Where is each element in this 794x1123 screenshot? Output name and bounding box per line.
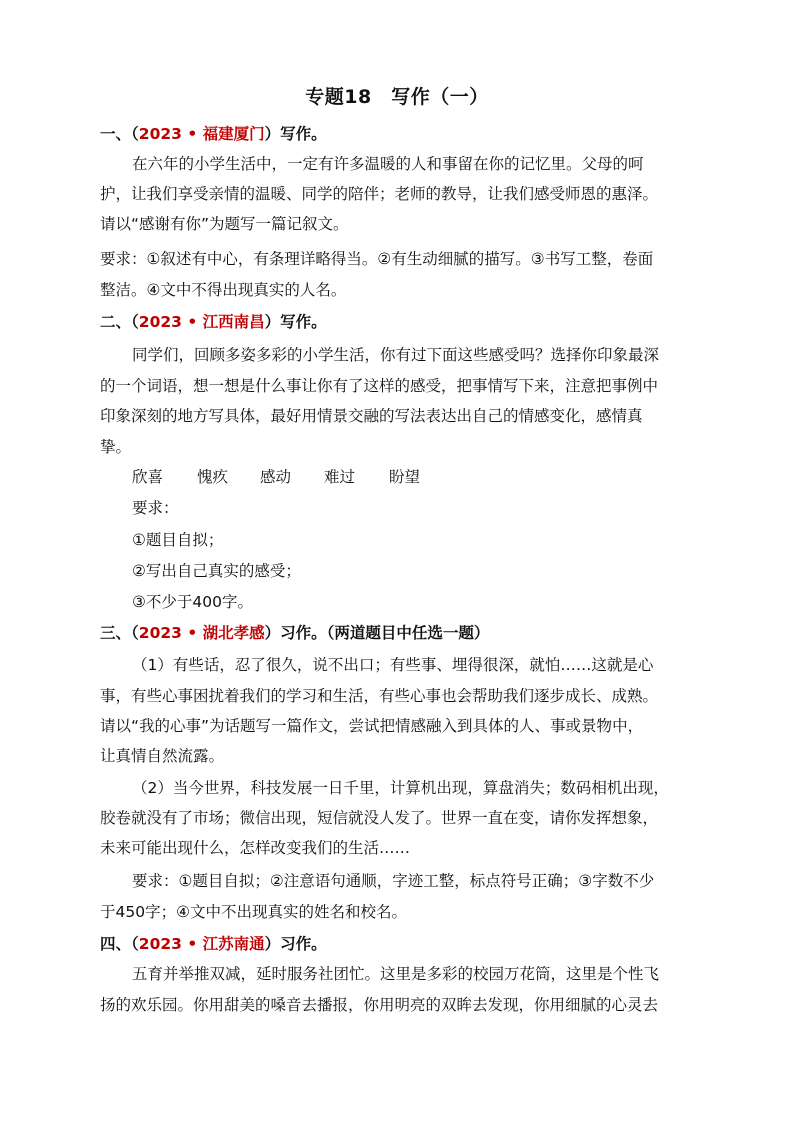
- requirement-line: 要求：: [132, 499, 179, 517]
- paragraph-line: 挚。: [100, 438, 132, 456]
- paragraph-line: 请以“我的心事”为话题写一篇作文，尝试把情感融入到具体的人、事或景物中，: [100, 717, 644, 735]
- word-options: [132, 467, 452, 487]
- paragraph-line: （2）当今世界，科技发展一日千里，计算机出现，算盘消失；数码相机出现，: [132, 779, 669, 797]
- question-number: 一、: [100, 125, 132, 143]
- paragraph-line: 扬的欢乐园。你用甜美的嗓音去播报，你用明亮的双眸去发现，你用细腻的心灵去: [100, 996, 659, 1014]
- option-word: 难过: [324, 468, 356, 486]
- requirement-line: ③不少于400字。: [132, 593, 253, 611]
- paragraph-line: 要求：①叙述有中心，有条理详略得当。②有生动细腻的描写。③书写工整，卷面: [100, 250, 654, 268]
- paragraph-line: 于450字；④文中不出现真实的姓名和校名。: [100, 903, 407, 921]
- requirement-line: ②写出自己真实的感受；: [132, 562, 301, 580]
- paragraph-line: （1）有些话，忍了很久，说不出口；有些事、埋得很深，就怕……这就是心: [132, 656, 654, 674]
- question-number: 二、: [100, 313, 132, 331]
- paragraph-line: 让真情自然流露。: [100, 747, 225, 765]
- paragraph-line: 同学们，回顾多姿多彩的小学生活，你有过下面这些感受吗？选择你印象最深: [132, 346, 660, 364]
- paragraph-line: 请以“感谢有你”为题写一篇记叙文。: [100, 215, 349, 233]
- question-source: 2023 • 江西南昌: [138, 313, 265, 331]
- page-title: 专题18 写作（一）: [305, 86, 489, 108]
- question-1-heading: 一、（2023 • 福建厦门）写作。: [100, 125, 327, 143]
- question-label: 习作。（两道题目中任选一题）: [280, 624, 490, 642]
- paragraph-line: 印象深刻的地方写具体，最好用情景交融的写法表达出自己的情感变化，感情真: [100, 407, 643, 425]
- question-number: 三、: [100, 624, 132, 642]
- question-source: 2023 • 江苏南通: [138, 935, 265, 953]
- question-source: 2023 • 湖北孝感: [138, 624, 265, 642]
- paragraph-line: 在六年的小学生活中，一定有许多温暖的人和事留在你的记忆里。父母的呵: [132, 155, 644, 173]
- paragraph-line: 要求：①题目自拟；②注意语句通顺，字迹工整，标点符号正确；③字数不少: [132, 872, 655, 890]
- option-word: 感动: [260, 468, 292, 486]
- question-2-heading: 二、（2023 • 江西南昌）写作。: [100, 313, 327, 331]
- question-label: 习作。: [280, 935, 327, 953]
- paragraph-line: 五育并举推双减，延时服务社团忙。这里是多彩的校园万花筒，这里是个性飞: [132, 965, 660, 983]
- question-label: 写作。: [280, 125, 327, 143]
- requirement-line: ①题目自拟；: [132, 531, 224, 549]
- option-word: 愧疚: [197, 468, 229, 486]
- question-source: 2023 • 福建厦门: [138, 125, 265, 143]
- question-number: 四、: [100, 935, 132, 953]
- option-word: 欣喜: [132, 468, 164, 486]
- paragraph-line: 胶卷就没有了市场；微信出现，短信就没人发了。世界一直在变，请你发挥想象，: [100, 809, 659, 827]
- paragraph-line: 未来可能出现什么，怎样改变我们的生活……: [100, 839, 411, 857]
- paragraph-line: 的一个词语，想一想是什么事让你有了这样的感受，把事情写下来，注意把事例中: [100, 377, 659, 395]
- question-4-heading: 四、（2023 • 江苏南通）习作。: [100, 935, 327, 953]
- paragraph-line: 整洁。④文中不得出现真实的人名。: [100, 281, 347, 299]
- question-3-heading: 三、（2023 • 湖北孝感）习作。（两道题目中任选一题）: [100, 624, 490, 642]
- paragraph-line: 事，有些心事困扰着我们的学习和生活，有些心事也会帮助我们逐步成长、成熟。: [100, 687, 659, 705]
- option-word: 盼望: [389, 468, 421, 486]
- paragraph-line: 护，让我们享受亲情的温暖、同学的陪伴；老师的教导，让我们感受师恩的惠泽。: [100, 185, 659, 203]
- question-label: 写作。: [280, 313, 327, 331]
